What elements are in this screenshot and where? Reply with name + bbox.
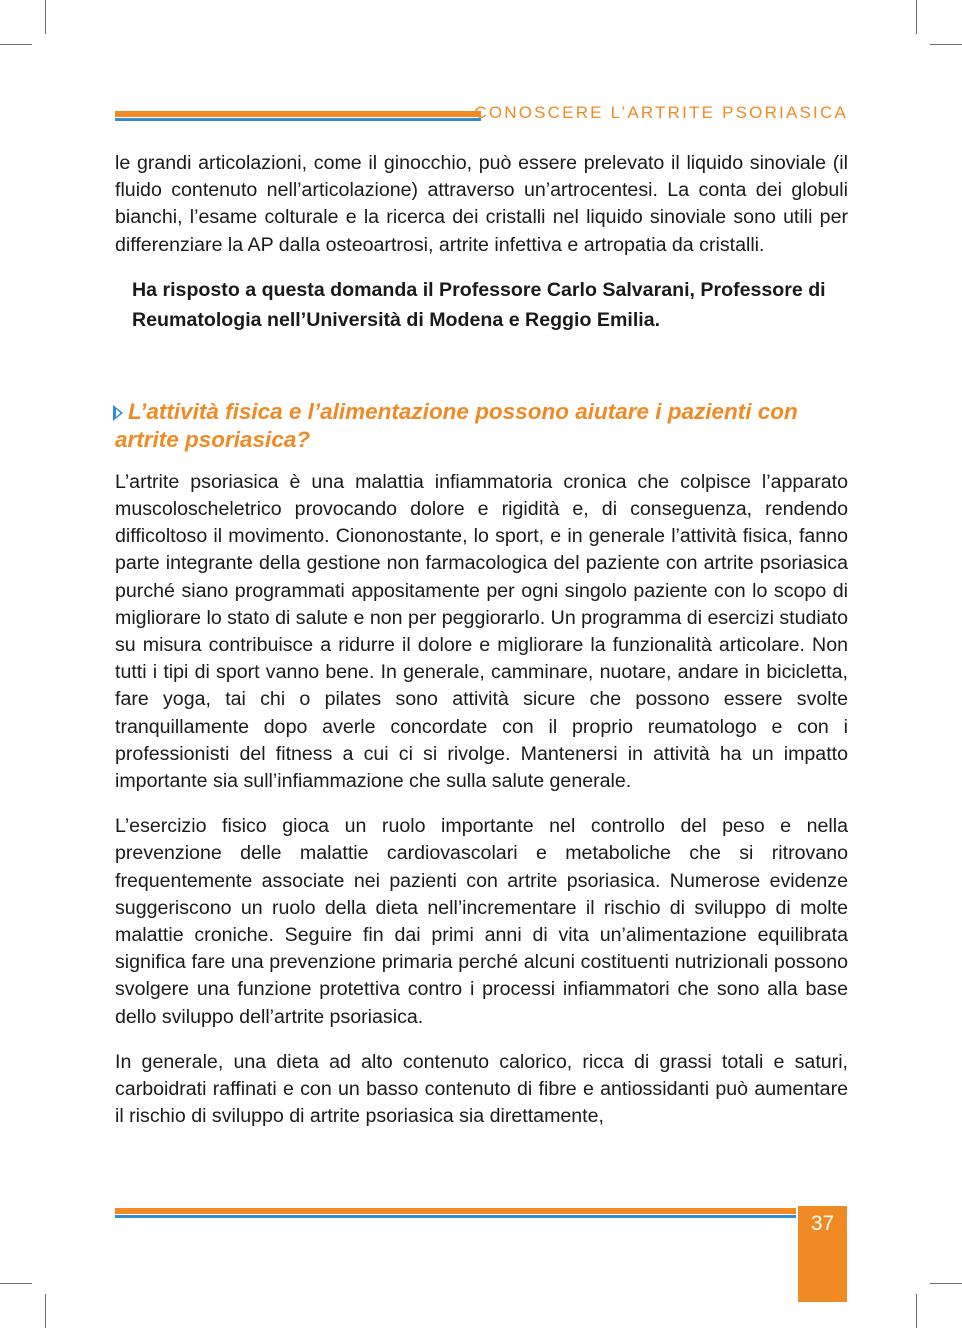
header-rule [115,111,481,121]
header-rule-blue [115,118,481,121]
body-paragraph: L’esercizio fisico gioca un ruolo importante nel controllo del peso e nella prevenzione delle malattie cardiovascolari e metaboliche che si ritrovano frequentemente associate nei pazienti con artrite psoriasica. Numerose evidenze suggeriscono un ruolo della dieta nell’incrementare il rischio di sviluppo di molte malattie croniche. Seguire fin dai primi anni di vita un’alimentazione equilibrata significa fare una prevenzione primaria perché alcuni costituenti nutrizionali possono svolgere una funzione protettiva contro i processi infiammatori che sono alla base dello sviluppo dell’artrite psoriasica. [115,815,848,1028]
header-rule-orange [115,111,481,117]
crop-mark [0,44,32,45]
intro-paragraph: le grandi articolazioni, come il ginocchio, può essere prelevato il liquido sinoviale (il fluido contenuto nell’articolazione) attraverso un’artrocentesi. La conta dei globuli bianchi, l’esame colturale e la ricerca dei cristalli nel liquido sinoviale sono utili per differenziare la AP dalla osteoartrosi, artrite infettiva e artropatia da cristalli. [115,152,848,256]
page-number: 37 [810,1212,835,1235]
running-header-title: CONOSCERE L’ARTRITE PSORIASICA [474,103,848,122]
answer-credit: Ha risposto a questa domanda il Professore Carlo Salvarani, Professore di Reumatologia nell’Università di Modena e Reggio Emilia. [132,278,826,331]
chevron-right-icon [112,404,124,422]
page-content [115,150,848,1130]
crop-mark [916,1294,917,1328]
body-paragraph: L’artrite psoriasica è una malattia infiammatoria cronica che colpisce l’apparato muscoloscheletrico provocando dolore e rigidità e, di conseguenza, rendendo difficoltoso il movimento. Ciononostante, lo sport, e in generale l’attività fisica, fanno parte integrante della gestione non farmacologica del paziente con artrite psoriasica purché siano programmati appositamente per ogni singolo paziente con lo scopo di migliorare lo stato di salute e non per peggiorarlo. Un programma di esercizi studiato su misura contribuisce a ridurre il dolore e migliorare la funzionalità articolare. Non tutti i tipi di sport vanno bene. In generale, camminare, nuotare, andare in bicicletta, fare yoga, tai chi o pilates sono attività sicure che possono essere svolte tranquillamente dopo averle concordate con il proprio reumatologo e con i professionisti del fitness a cui ci si rivolge. Mantenersi in attività ha un impatto importante sia sull’infiammazione che sulla salute generale. [115,470,848,793]
section-question-heading [115,398,848,454]
section-body [115,469,848,1131]
crop-mark [45,1294,46,1328]
footer-rule-orange [115,1208,796,1214]
question-text: L’attività fisica e l’alimentazione possono aiutare i pazienti con artrite psoriasica? [115,398,798,452]
crop-mark [930,1283,962,1284]
crop-mark [45,0,46,34]
footer-rule [115,1208,796,1218]
crop-mark [930,44,962,45]
footer-rule-blue [115,1215,796,1218]
crop-mark [0,1283,32,1284]
body-paragraph: In generale, una dieta ad alto contenuto calorico, ricca di grassi totali e saturi, carboidrati raffinati e con un basso contenuto di fibre e antiossidanti può aumentare il rischio di sviluppo di artrite psoriasica sia direttamente, [115,1050,848,1128]
crop-mark [916,0,917,34]
